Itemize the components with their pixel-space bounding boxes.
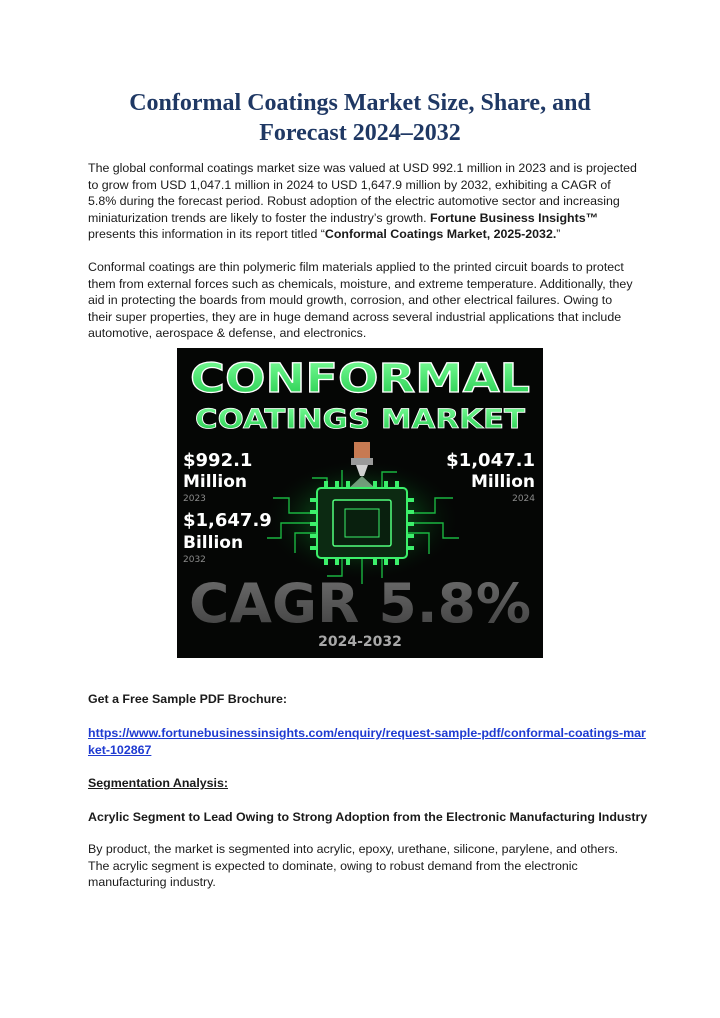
infographic-headline-2: COATINGS MARKET xyxy=(195,404,526,435)
page-title xyxy=(60,88,660,148)
title-line-2: Forecast 2024–2032 xyxy=(259,120,461,146)
brand-name: Fortune Business Insights™ xyxy=(430,210,599,225)
intro-text-b: presents this information in its report titled “ xyxy=(88,227,325,242)
intro-text-c: ” xyxy=(556,227,561,242)
stat-2032-year: 2032 xyxy=(183,555,206,565)
cagr-label: CAGR 5.8% xyxy=(189,572,531,635)
stat-2024-unit: Million xyxy=(470,472,535,492)
infographic-headline-1: CONFORMAL xyxy=(190,356,530,402)
stat-2024-year: 2024 xyxy=(512,494,535,504)
acrylic-paragraph: By product, the market is segmented into acrylic, epoxy, urethane, silicone, parylene, and others. The acrylic segment is expected to dominate, owing to robust demand from the electronic manufacturing industry. xyxy=(88,842,619,890)
description-paragraph: Conformal coatings are thin polymeric film materials applied to the printed circuit boards to protect them from external forces such as chemicals, moisture, and extreme temperature. Additionally, they aid in protecting the boards from mould growth, corrosion, and other electrical failures. Owing to their super properties, they are in huge demand across several industrial applications that include automotive, aerospace & defense, and electronics. xyxy=(88,260,633,341)
chip-icon xyxy=(317,488,407,558)
segmentation-heading: Segmentation Analysis: xyxy=(88,776,228,790)
stat-2032-unit: Billion xyxy=(183,533,244,553)
intro-paragraph xyxy=(88,160,638,243)
stat-2023-year: 2023 xyxy=(183,494,206,504)
stat-2023-value: $992.1 xyxy=(183,450,253,471)
intro-text-a: The global conformal coatings market size was valued at USD 992.1 million in 2023 and is projected to grow from USD 1,047.1 million in 2024 to USD 1,647.9 million by 2032, exhibiting a CAGR of 5.8% during the forecast period. Robust adoption of the electric automotive sector and increasing miniaturization trends are likely to foster the industry’s growth. xyxy=(88,161,637,225)
sample-heading: Get a Free Sample PDF Brochure: xyxy=(88,692,287,706)
market-infographic xyxy=(177,348,543,658)
title-line-1: Conformal Coatings Market Size, Share, and xyxy=(129,90,591,116)
stat-2024-value: $1,047.1 xyxy=(446,450,535,471)
sample-pdf-link[interactable]: https://www.fortunebusinessinsights.com/enquiry/request-sample-pdf/conformal-coatings-market-102867 xyxy=(88,726,646,757)
acrylic-heading: Acrylic Segment to Lead Owing to Strong Adoption from the Electronic Manufacturing Industry xyxy=(88,810,648,824)
report-title: Conformal Coatings Market, 2025-2032. xyxy=(324,227,557,242)
stat-2023-unit: Million xyxy=(183,472,248,492)
stat-2032-value: $1,647.9 xyxy=(183,510,272,531)
cagr-period: 2024-2032 xyxy=(318,634,402,650)
